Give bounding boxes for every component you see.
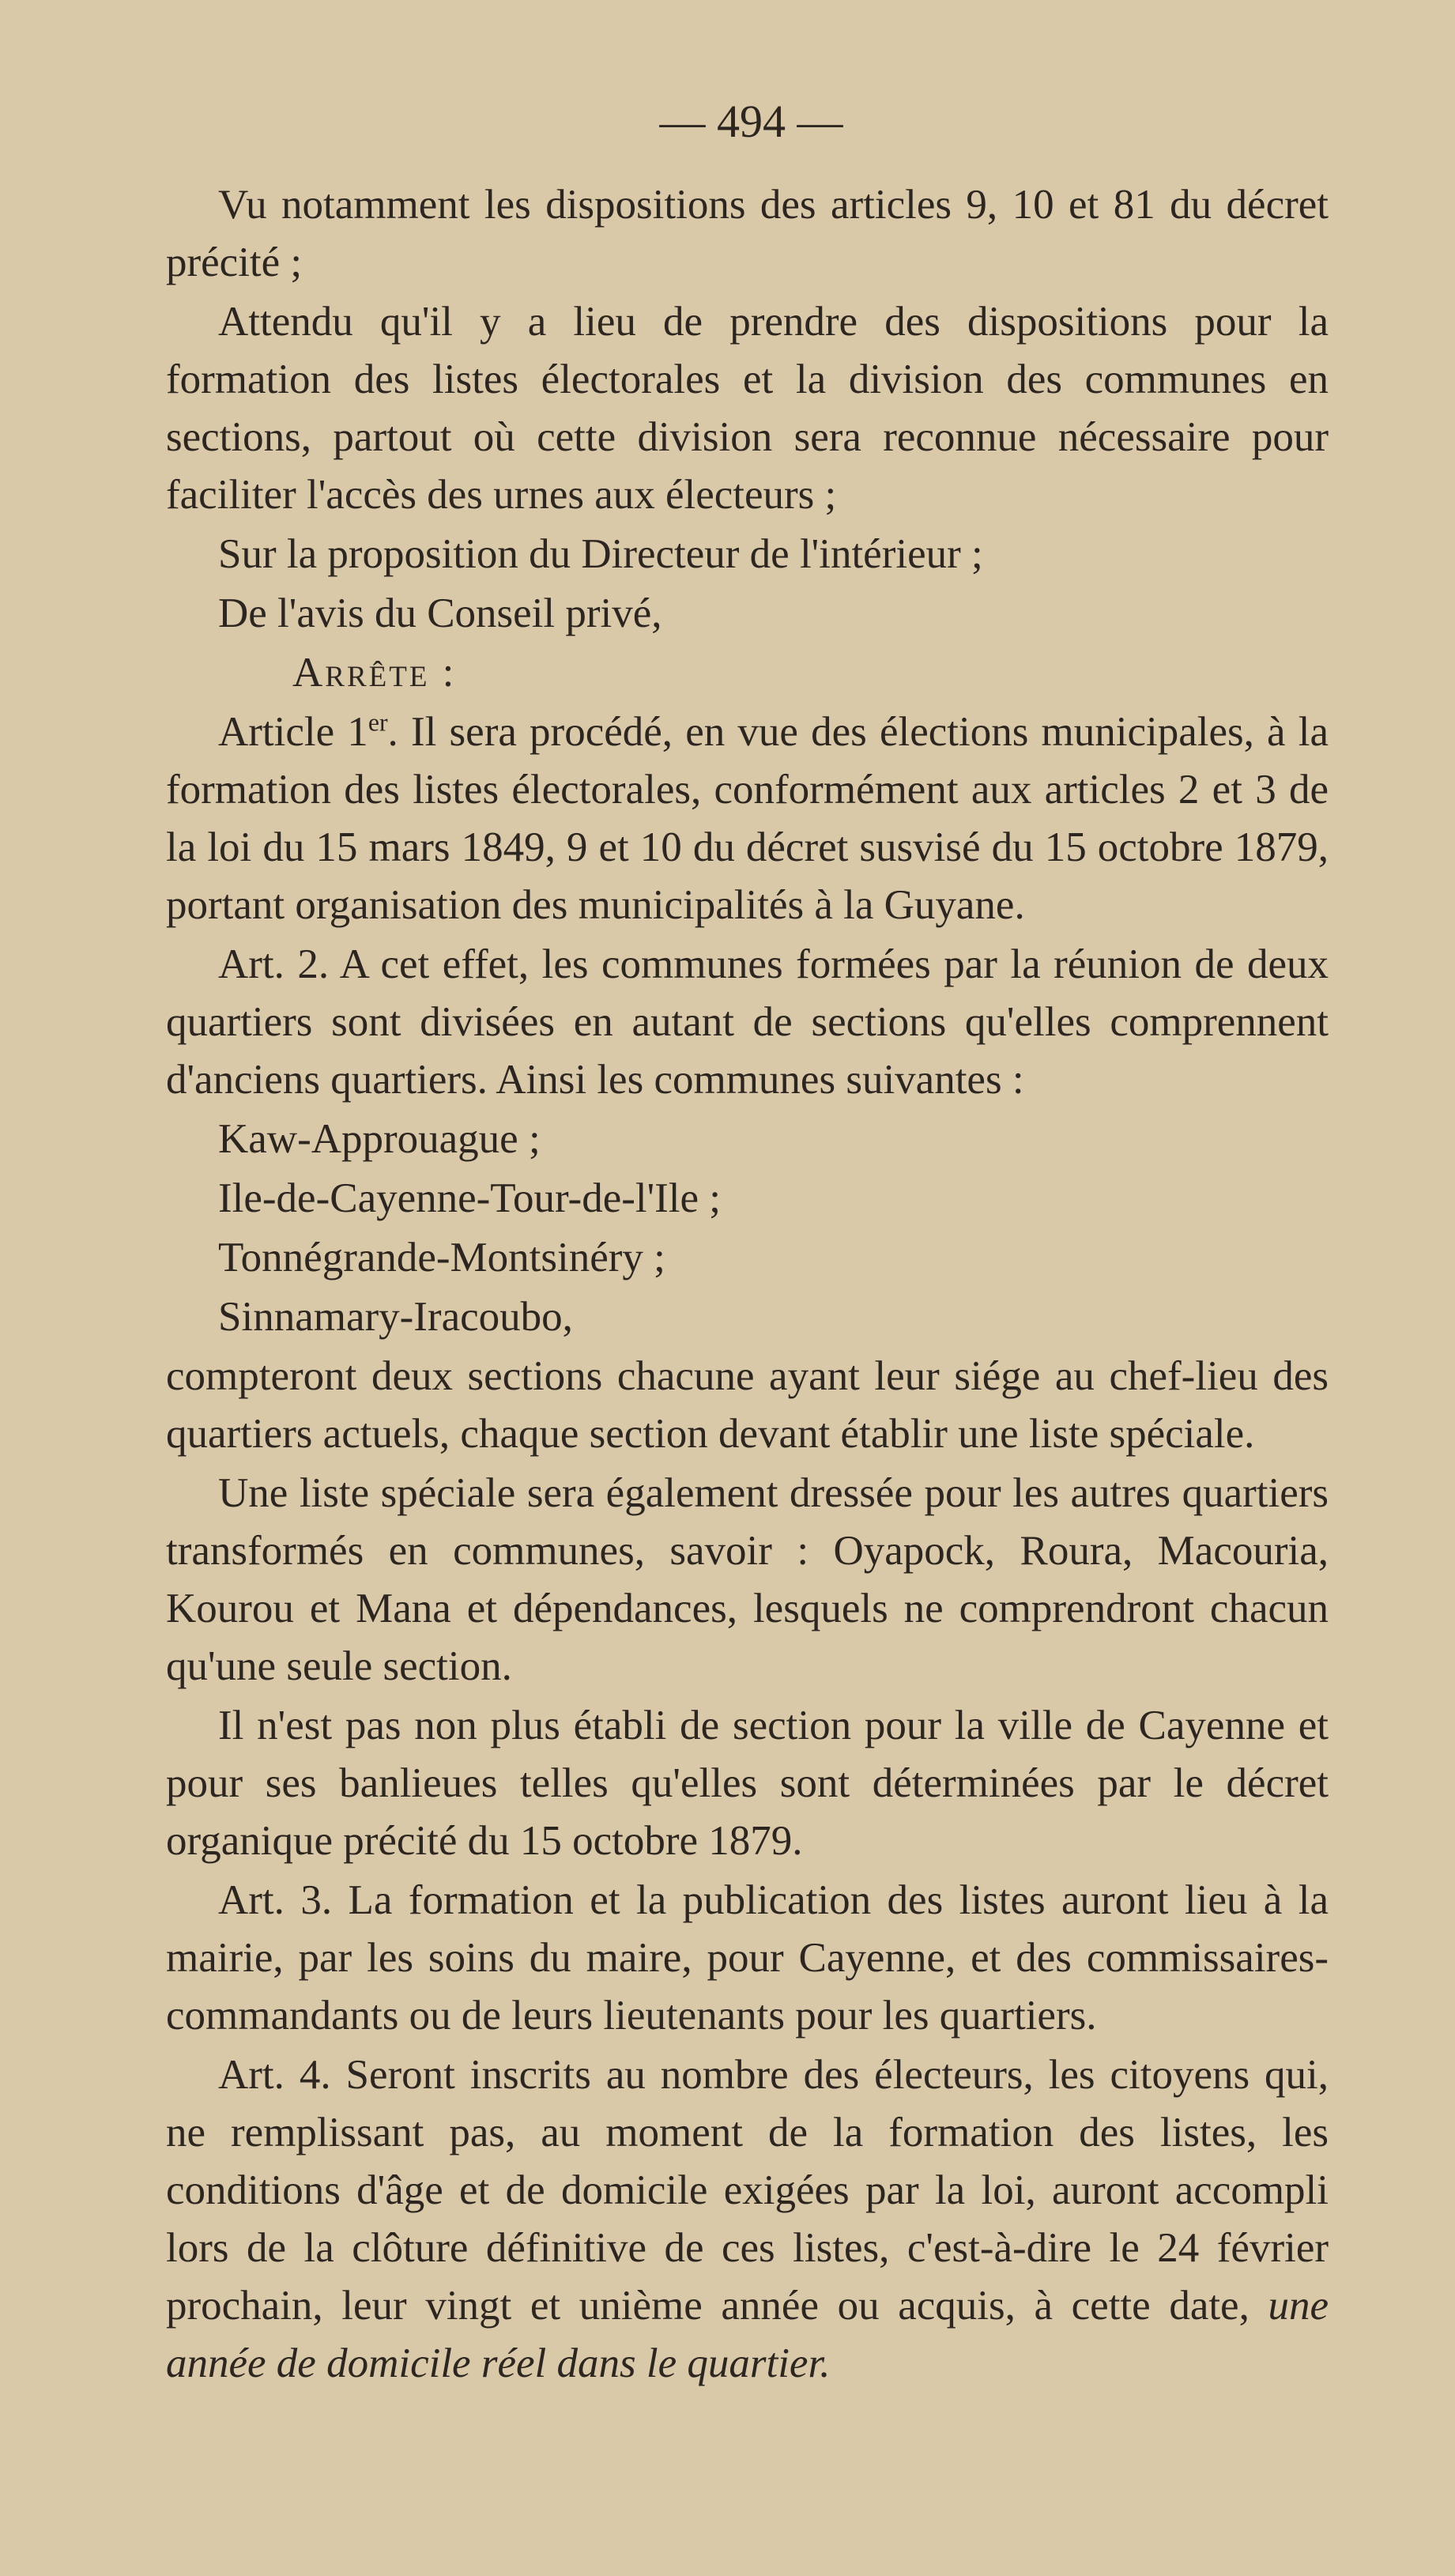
article-1-label: Article 1 bbox=[218, 709, 368, 755]
paragraph-proposition: Sur la proposition du Directeur de l'intérieur ; bbox=[218, 531, 983, 577]
heading-arrete: Arrête : bbox=[292, 650, 457, 696]
article-2-continuation: compteront deux sections chacune ayant leur siége au chef-lieu des quartiers actuels, chaque section devant établir une liste spéciale. bbox=[166, 1353, 1329, 1457]
commune-list-item: Sinnamary-Iracoubo, bbox=[218, 1294, 573, 1340]
paragraph-attendu: Attendu qu'il y a lieu de prendre des dispositions pour la formation des listes électorales et la division des communes en sections, partout où cette division sera reconnue nécessaire pour faciliter l'accès des urnes aux électeurs ; bbox=[166, 299, 1329, 518]
body-text bbox=[166, 176, 1329, 2393]
paragraph-cayenne: Il n'est pas non plus établi de section pour la ville de Cayenne et pour ses banlieues telles qu'elles sont déterminées par le décret organique précité du 15 octobre 1879. bbox=[166, 1703, 1329, 1864]
article-4-italic: une année de domicile réel dans le quartier. bbox=[166, 2283, 1329, 2386]
article-4 bbox=[166, 2046, 1329, 2393]
commune-list-item: Ile-de-Cayenne-Tour-de-l'Ile ; bbox=[218, 1175, 722, 1221]
paragraph-vu: Vu notamment les dispositions des articles 9, 10 et 81 du décret précité ; bbox=[166, 182, 1329, 285]
article-3: Art. 3. La formation et la publication des listes auront lieu à la mairie, par les soins du maire, pour Cayenne, et des commissaires-commandants ou de leurs lieutenants pour les quartiers. bbox=[166, 1877, 1329, 2039]
paragraph-une-liste: Une liste spéciale sera également dressée pour les autres quartiers transformés en communes, savoir : Oyapock, Roura, Macouria, Kourou et Mana et dépendances, lesquels ne comprendront chacun qu'une seule section. bbox=[166, 1470, 1329, 1689]
article-4-text: Art. 4. Seront inscrits au nombre des électeurs, les citoyens qui, ne remplissant pas, au moment de la formation des listes, les conditions d'âge et de domicile exigées par la loi, auront accompli lors de la clôture définitive de ces listes, c'est-à-dire le 24 février prochain, leur vingt et unième année ou acquis, à cette date, bbox=[166, 2052, 1329, 2329]
article-1-superscript: er bbox=[368, 708, 388, 737]
article-2: Art. 2. A cet effet, les communes formées par la réunion de deux quartiers sont divisées en autant de sections qu'elles comprennent d'anciens quartiers. Ainsi les communes suivantes : bbox=[166, 941, 1329, 1103]
article-1 bbox=[166, 703, 1329, 934]
commune-list-item: Kaw-Approuague ; bbox=[218, 1116, 541, 1162]
paragraph-avis: De l'avis du Conseil privé, bbox=[218, 590, 662, 636]
commune-list-item: Tonnégrande-Montsinéry ; bbox=[218, 1235, 665, 1280]
page-number: — 494 — bbox=[659, 96, 843, 147]
article-1-text: . Il sera procédé, en vue des élections municipales, à la formation des listes électorales, conformément aux articles 2 et 3 de la loi du 15 mars 1849, 9 et 10 du décret susvisé du 15 octobre 1879, portant organisation des municipalités à la Guyane. bbox=[166, 709, 1329, 928]
